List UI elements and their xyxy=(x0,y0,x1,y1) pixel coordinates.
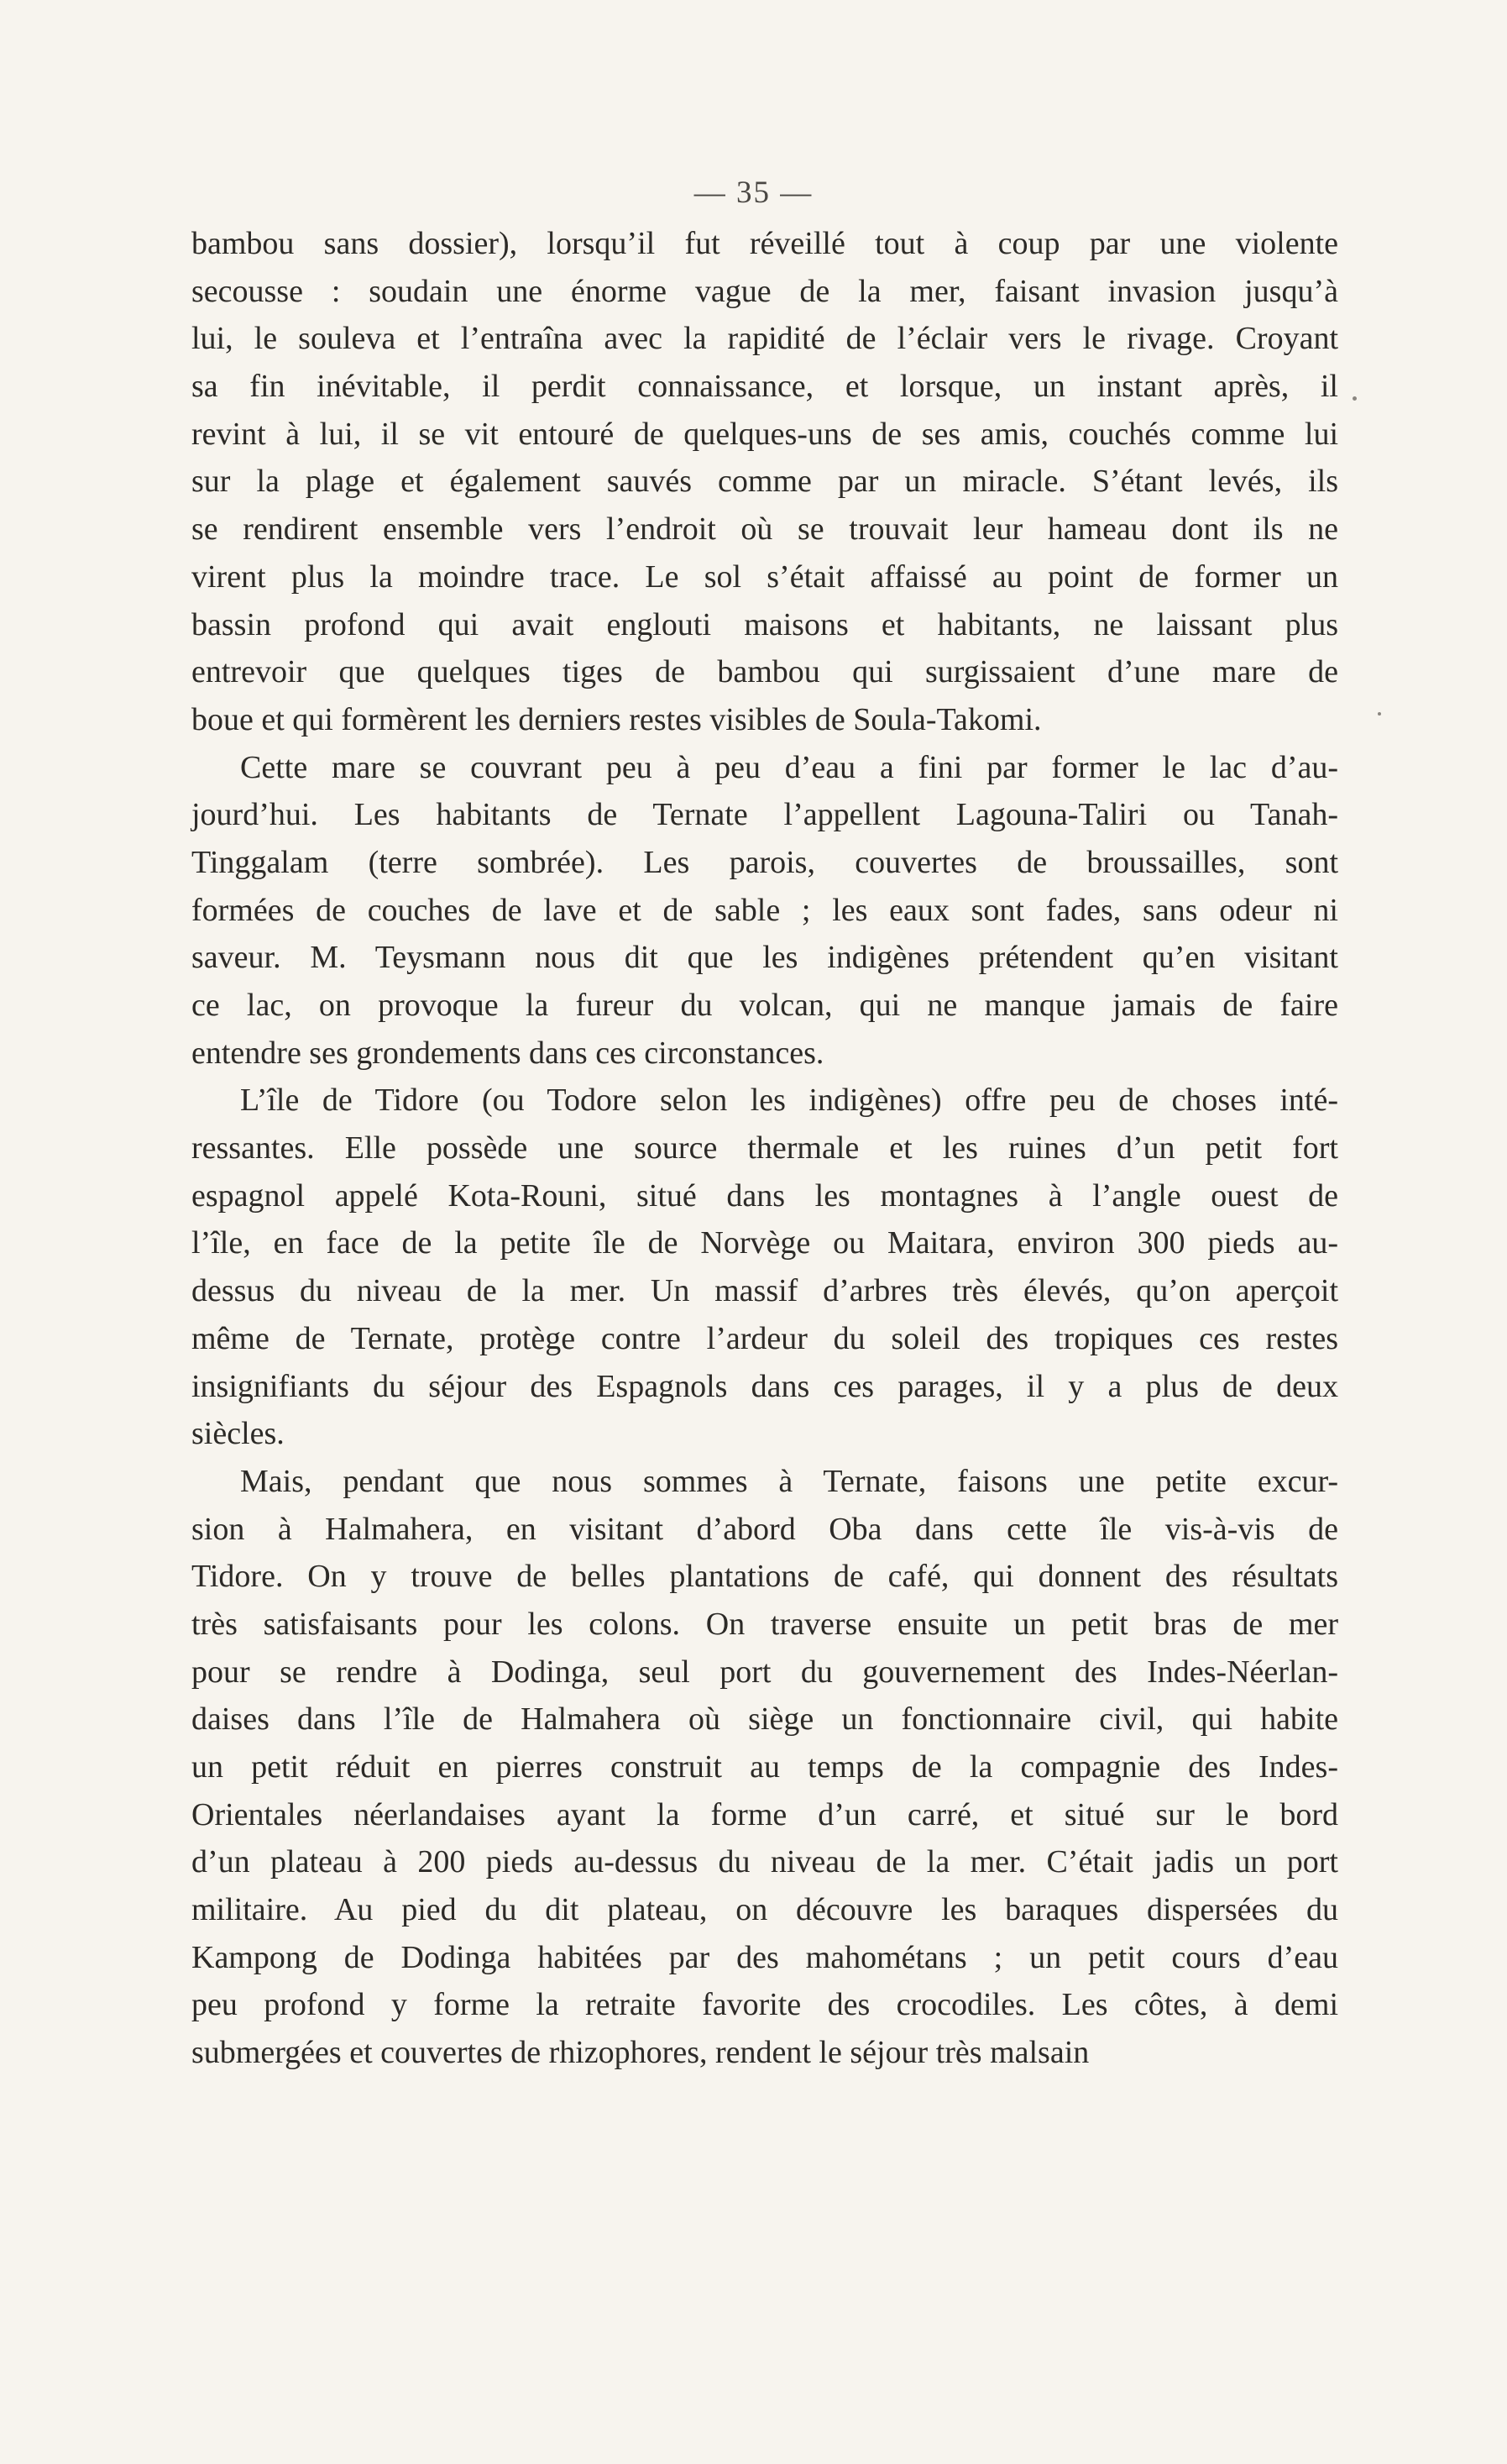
text-line: très satisfaisants pour les colons. On traverse ensuite un petit bras de mer xyxy=(191,1606,1338,1642)
text-line: entrevoir que quelques tiges de bambou qui surgissaient d’une mare de xyxy=(191,654,1338,690)
text-line: bambou sans dossier), lorsqu’il fut réveillé tout à coup par une violente xyxy=(191,226,1338,261)
text-line: Tidore. On y trouve de belles plantations de café, qui donnent des résultats xyxy=(191,1559,1338,1595)
text-line: sa fin inévitable, il perdit connaissance, et lorsque, un instant après, il xyxy=(191,369,1338,405)
text-line: revint à lui, il se vit entouré de quelques-uns de ses amis, couchés comme lui xyxy=(191,416,1338,452)
text-line: ce lac, on provoque la fureur du volcan, qui ne manque jamais de faire xyxy=(191,988,1338,1023)
text-line: saveur. M. Teysmann nous dit que les indigènes prétendent qu’en visitant xyxy=(191,940,1338,976)
text-line: Kampong de Dodinga habitées par des mahométans ; un petit cours d’eau xyxy=(191,1939,1338,1975)
text-line: l’île, en face de la petite île de Norvège ou Maitara, environ 300 pieds au- xyxy=(191,1225,1338,1261)
text-line: boue et qui formèrent les derniers restes visibles de Soula-Takomi. xyxy=(191,701,1042,737)
body-text xyxy=(191,220,1338,2077)
text-line: entendre ses grondements dans ces circonstances. xyxy=(191,1035,824,1071)
text-line: sur la plage et également sauvés comme par un miracle. S’étant levés, ils xyxy=(191,464,1338,500)
text-line: Tinggalam (terre sombrée). Les parois, couvertes de broussailles, sont xyxy=(191,844,1338,880)
text-line: se rendirent ensemble vers l’endroit où se trouvait leur hameau dont ils ne xyxy=(191,511,1338,548)
paper-speck xyxy=(1353,396,1357,401)
text-line: d’un plateau à 200 pieds au-dessus du niveau de la mer. C’était jadis un port xyxy=(191,1844,1338,1880)
text-line: insignifiants du séjour des Espagnols dans ces parages, il y a plus de deux xyxy=(191,1368,1338,1404)
text-line: submergées et couvertes de rhizophores, rendent le séjour très malsain xyxy=(191,2035,1090,2071)
text-line: lui, le souleva et l’entraîna avec la rapidité de l’éclair vers le rivage. Croyant xyxy=(191,321,1338,357)
text-line: Mais, pendant que nous sommes à Ternate, faisons une petite excur- xyxy=(240,1463,1338,1499)
text-line: secousse : soudain une énorme vague de la mer, faisant invasion jusqu’à xyxy=(191,273,1338,309)
text-line: ressantes. Elle possède une source thermale et les ruines d’un petit fort xyxy=(191,1130,1338,1166)
paper-speck xyxy=(1378,712,1381,716)
text-line: siècles. xyxy=(191,1416,285,1452)
text-line: formées de couches de lave et de sable ; les eaux sont fades, sans odeur ni xyxy=(191,892,1338,928)
text-line: militaire. Au pied du dit plateau, on découvre les baraques dispersées du xyxy=(191,1892,1338,1928)
text-line: L’île de Tidore (ou Todore selon les indigènes) offre peu de choses inté- xyxy=(240,1083,1338,1119)
text-line: Cette mare se couvrant peu à peu d’eau a fini par former le lac d’au- xyxy=(240,749,1338,785)
text-line: sion à Halmahera, en visitant d’abord Oba dans cette île vis-à-vis de xyxy=(191,1511,1338,1547)
text-line: daises dans l’île de Halmahera où siège un fonctionnaire civil, qui habite xyxy=(191,1701,1338,1738)
text-line: peu profond y forme la retraite favorite des crocodiles. Les côtes, à demi xyxy=(191,1987,1338,2023)
text-line: virent plus la moindre trace. Le sol s’était affaissé au point de former un xyxy=(191,558,1338,595)
text-line: un petit réduit en pierres construit au temps de la compagnie des Indes- xyxy=(191,1749,1338,1785)
page-number: — 35 — xyxy=(693,176,814,210)
text-line: Orientales néerlandaises ayant la forme d’un carré, et situé sur le bord xyxy=(191,1796,1338,1832)
text-line: pour se rendre à Dodinga, seul port du gouvernement des Indes-Néerlan- xyxy=(191,1654,1338,1690)
text-line: même de Ternate, protège contre l’ardeur du soleil des tropiques ces restes xyxy=(191,1320,1338,1356)
text-line: jourd’hui. Les habitants de Ternate l’appellent Lagouna-Taliri ou Tanah- xyxy=(191,797,1338,833)
text-line: dessus du niveau de la mer. Un massif d’arbres très élevés, qu’on aperçoit xyxy=(191,1273,1338,1309)
text-line: espagnol appelé Kota-Rouni, situé dans les montagnes à l’angle ouest de xyxy=(191,1177,1338,1214)
text-line: bassin profond qui avait englouti maisons et habitants, ne laissant plus xyxy=(191,606,1338,642)
